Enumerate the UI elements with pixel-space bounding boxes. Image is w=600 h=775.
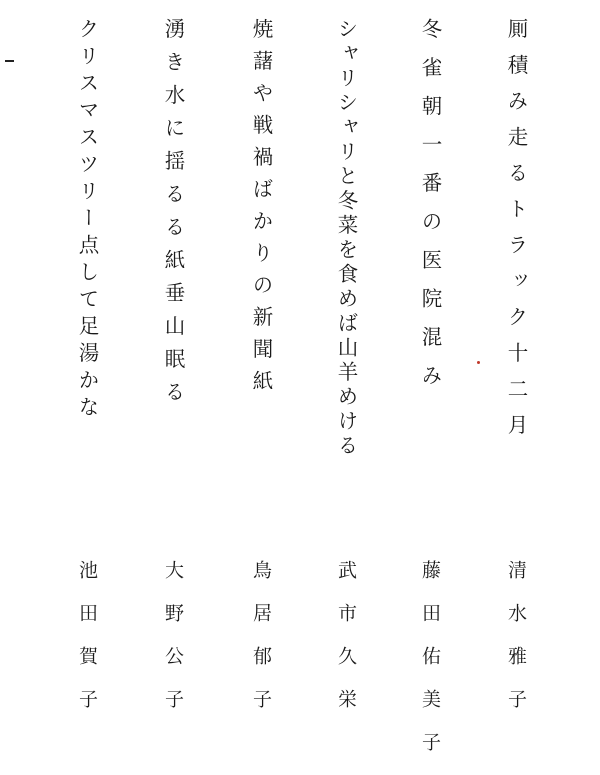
author-name-2: 藤田佑美子 [419,560,441,775]
author-name-3: 武市久栄 [335,560,357,732]
haiku-line-4: 焼藷や戦禍ばかりの新聞紙 [249,18,273,402]
author-name-1: 清水雅子 [505,560,527,732]
author-name-4: 鳥居郁子 [250,560,272,732]
haiku-line-5: 湧き水に揺るる紙垂山眠る [161,18,185,414]
ink-speck [477,361,480,364]
author-name-6: 池田賀子 [76,560,98,732]
margin-mark [5,60,14,62]
haiku-line-6: クリスマスツリー点して足湯かな [75,18,99,423]
haiku-line-3: シャリシャリと冬菜を食めば山羊めける [334,18,358,459]
author-name-5: 大野公子 [162,560,184,732]
haiku-line-1: 厠積み走るトラック十二月 [504,18,528,450]
haiku-line-2: 冬雀朝一番の医院混み [418,18,442,403]
